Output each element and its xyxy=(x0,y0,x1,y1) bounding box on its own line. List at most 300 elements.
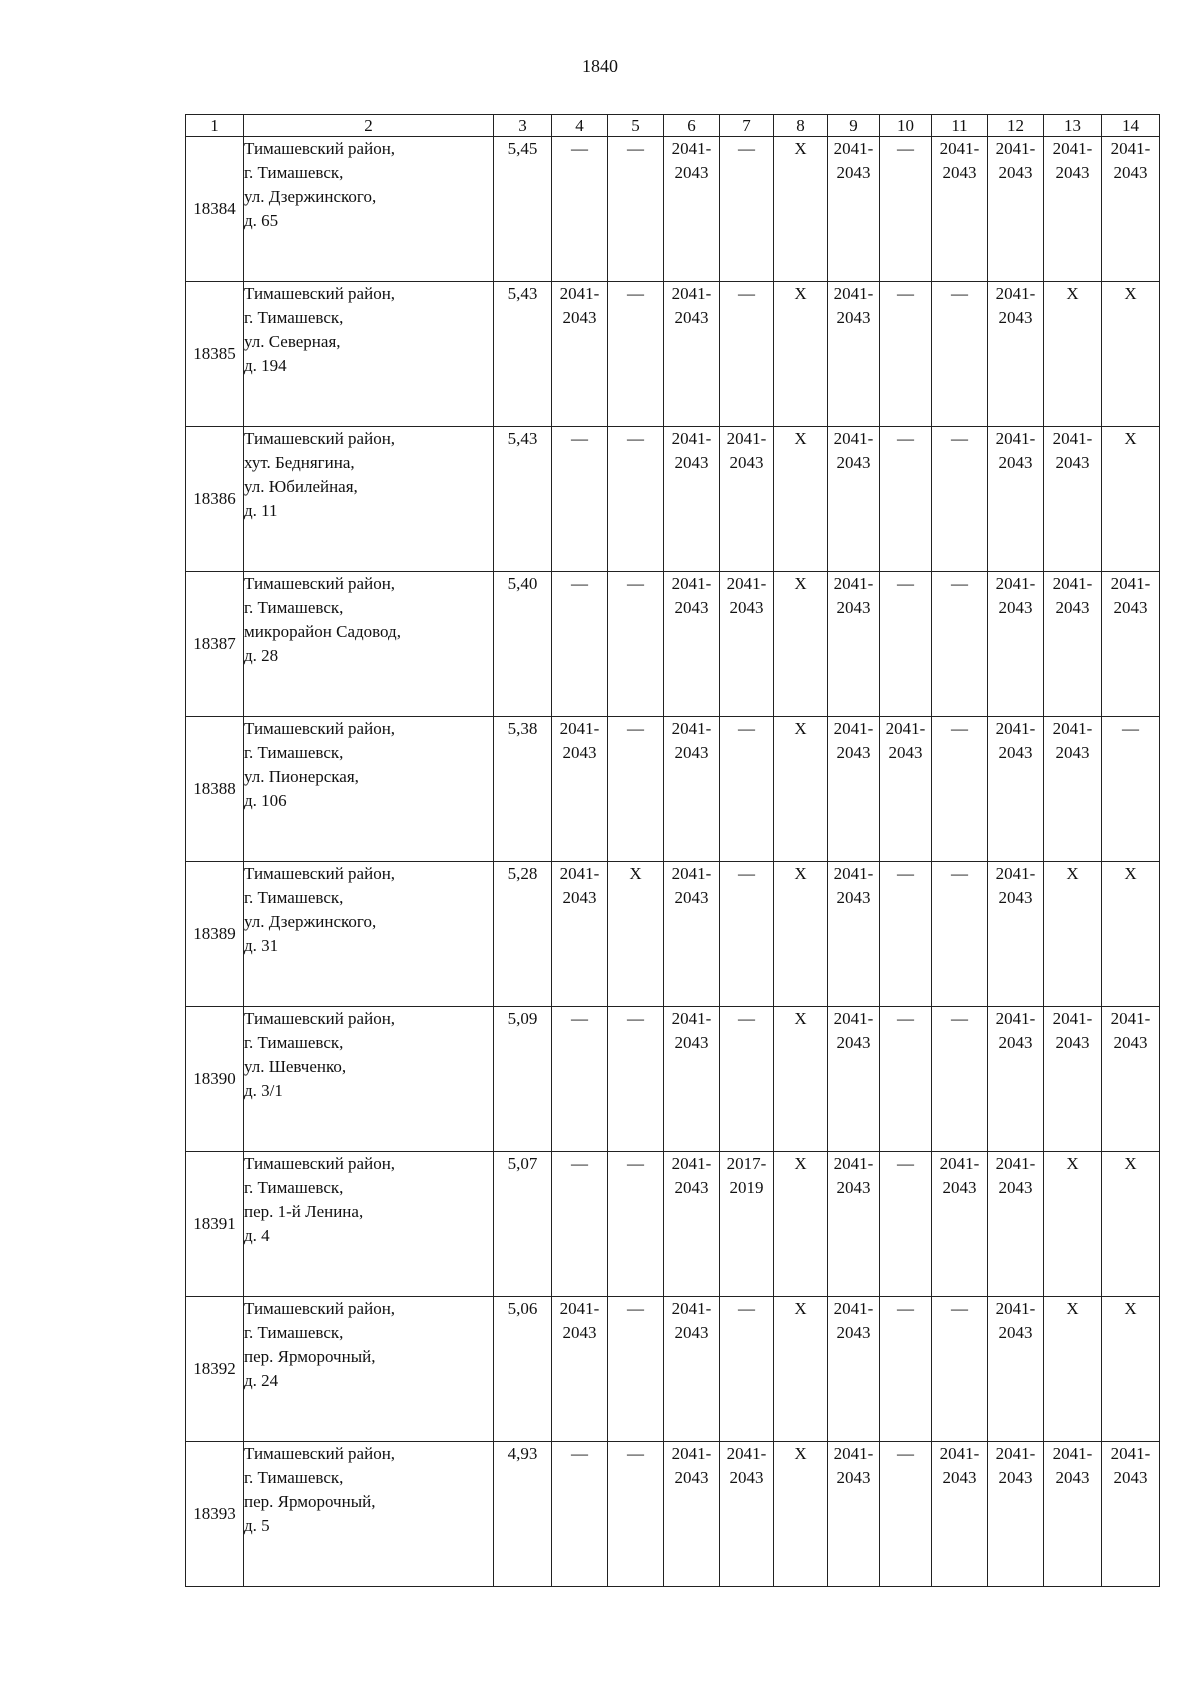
cell-line: — xyxy=(897,1444,914,1463)
cell-line: 2043 xyxy=(1055,163,1090,182)
cell-line: 2041- xyxy=(885,719,926,738)
period-cell-col-13 xyxy=(1044,282,1102,427)
cell-line: 2041- xyxy=(726,429,767,448)
address-line: пер. 1-й Ленина, xyxy=(244,1202,364,1221)
period-cell-col-12 xyxy=(988,137,1044,282)
cell-line: 2043 xyxy=(836,163,871,182)
cell-line: 2043 xyxy=(836,1323,871,1342)
table-row xyxy=(186,1152,1160,1297)
cell-line: 2043 xyxy=(729,1468,764,1487)
period-cell-col-4 xyxy=(552,1297,608,1442)
cell-line: 2041- xyxy=(995,574,1036,593)
cell-line: 2043 xyxy=(942,163,977,182)
cell-line: 2043 xyxy=(674,743,709,762)
cell-line: 2043 xyxy=(674,1033,709,1052)
register-table xyxy=(185,114,1160,1587)
cell-line: X xyxy=(1124,429,1137,448)
address-line: д. 5 xyxy=(244,1516,270,1535)
cell-line: 2043 xyxy=(836,1468,871,1487)
cell-line: — xyxy=(897,864,914,883)
period-cell-col-12 xyxy=(988,282,1044,427)
period-cell-col-7 xyxy=(720,427,774,572)
row-number: 18389 xyxy=(186,862,244,1007)
address-line: г. Тимашевск, xyxy=(244,1323,344,1342)
cell-line: 2041- xyxy=(1110,574,1151,593)
cell-line: 2041- xyxy=(995,284,1036,303)
table-row xyxy=(186,282,1160,427)
period-cell-col-8 xyxy=(774,1152,828,1297)
cell-line: 2043 xyxy=(998,1033,1033,1052)
period-cell-col-10 xyxy=(880,427,932,572)
cell-line: — xyxy=(627,1154,644,1173)
address-line: д. 3/1 xyxy=(244,1081,283,1100)
cell-line: 2041- xyxy=(559,284,600,303)
cell-line: X xyxy=(794,139,807,158)
row-number: 18388 xyxy=(186,717,244,862)
cell-line: 2043 xyxy=(674,163,709,182)
period-cell-col-13 xyxy=(1044,1152,1102,1297)
column-header-1: 1 xyxy=(186,115,244,137)
period-cell-col-11 xyxy=(932,137,988,282)
period-cell-col-7 xyxy=(720,1007,774,1152)
period-cell-col-4 xyxy=(552,717,608,862)
cell-line: X xyxy=(794,719,807,738)
cell-line: 2041- xyxy=(671,1299,712,1318)
table-row xyxy=(186,1007,1160,1152)
address-line: д. 106 xyxy=(244,791,287,810)
cell-line: — xyxy=(951,284,968,303)
cell-line: 2043 xyxy=(836,888,871,907)
cell-line: 2041- xyxy=(833,429,874,448)
row-number: 18385 xyxy=(186,282,244,427)
cell-line: X xyxy=(794,429,807,448)
cell-line: 2041- xyxy=(726,574,767,593)
period-cell-col-11 xyxy=(932,862,988,1007)
address-line: д. 4 xyxy=(244,1226,270,1245)
address-line: Тимашевский район, xyxy=(244,139,396,158)
cell-line: 2043 xyxy=(998,308,1033,327)
cell-line: — xyxy=(738,1299,755,1318)
address-line: микрорайон Садовод, xyxy=(244,622,401,641)
period-cell-col-12 xyxy=(988,1152,1044,1297)
cell-line: 2041- xyxy=(671,139,712,158)
cell-line: — xyxy=(897,574,914,593)
address-line: Тимашевский район, xyxy=(244,864,396,883)
cell-line: — xyxy=(571,429,588,448)
cell-line: — xyxy=(951,574,968,593)
cell-line: 2041- xyxy=(1110,1444,1151,1463)
column-header-3: 3 xyxy=(494,115,552,137)
table-row xyxy=(186,137,1160,282)
address-line: ул. Пионерская, xyxy=(244,767,359,786)
row-number: 18386 xyxy=(186,427,244,572)
cell-line: — xyxy=(897,1009,914,1028)
cell-line: 2041- xyxy=(995,139,1036,158)
period-cell-col-11 xyxy=(932,717,988,862)
column-header-8: 8 xyxy=(774,115,828,137)
period-cell-col-7 xyxy=(720,572,774,717)
cell-line: 2041- xyxy=(559,1299,600,1318)
period-cell-col-9 xyxy=(828,1007,880,1152)
cell-line: — xyxy=(627,284,644,303)
cell-line: 2041- xyxy=(995,429,1036,448)
cell-line: 2043 xyxy=(1113,598,1148,617)
table-row xyxy=(186,1297,1160,1442)
period-cell-col-12 xyxy=(988,1442,1044,1587)
period-cell-col-10 xyxy=(880,1007,932,1152)
period-cell-col-11 xyxy=(932,1007,988,1152)
column-header-14: 14 xyxy=(1102,115,1160,137)
period-cell-col-8 xyxy=(774,862,828,1007)
period-cell-col-6 xyxy=(664,1152,720,1297)
period-cell-col-14 xyxy=(1102,1152,1160,1297)
period-cell-col-6 xyxy=(664,282,720,427)
period-cell-col-13 xyxy=(1044,137,1102,282)
period-cell-col-4 xyxy=(552,1007,608,1152)
column-header-9: 9 xyxy=(828,115,880,137)
period-cell-col-4 xyxy=(552,1152,608,1297)
cell-line: 2043 xyxy=(942,1178,977,1197)
cell-line: 2041- xyxy=(833,284,874,303)
period-cell-col-10 xyxy=(880,1152,932,1297)
address-line: д. 65 xyxy=(244,211,279,230)
cell-line: 2041- xyxy=(671,1154,712,1173)
cell-line: X xyxy=(794,574,807,593)
area-value: 5,09 xyxy=(494,1007,552,1152)
address-cell xyxy=(244,137,494,282)
cell-line: 2043 xyxy=(998,888,1033,907)
period-cell-col-8 xyxy=(774,282,828,427)
cell-line: 2017- xyxy=(726,1154,767,1173)
cell-line: X xyxy=(1124,1299,1137,1318)
area-value: 5,28 xyxy=(494,862,552,1007)
period-cell-col-14 xyxy=(1102,572,1160,717)
cell-line: 2043 xyxy=(998,1323,1033,1342)
cell-line: — xyxy=(738,1009,755,1028)
table-row xyxy=(186,427,1160,572)
cell-line: X xyxy=(1066,1154,1079,1173)
period-cell-col-9 xyxy=(828,137,880,282)
address-cell xyxy=(244,572,494,717)
cell-line: 2041- xyxy=(671,719,712,738)
period-cell-col-9 xyxy=(828,1442,880,1587)
period-cell-col-7 xyxy=(720,1297,774,1442)
cell-line: 2041- xyxy=(833,574,874,593)
cell-line: — xyxy=(951,429,968,448)
column-header-7: 7 xyxy=(720,115,774,137)
period-cell-col-10 xyxy=(880,717,932,862)
row-number: 18390 xyxy=(186,1007,244,1152)
cell-line: — xyxy=(627,1444,644,1463)
address-line: д. 11 xyxy=(244,501,278,520)
cell-line: 2041- xyxy=(1052,1009,1093,1028)
period-cell-col-8 xyxy=(774,1442,828,1587)
cell-line: 2043 xyxy=(836,1178,871,1197)
cell-line: X xyxy=(1066,284,1079,303)
address-line: Тимашевский район, xyxy=(244,719,396,738)
cell-line: 2041- xyxy=(671,1009,712,1028)
column-header-10: 10 xyxy=(880,115,932,137)
row-number: 18391 xyxy=(186,1152,244,1297)
period-cell-col-5 xyxy=(608,862,664,1007)
cell-line: 2043 xyxy=(1055,1033,1090,1052)
period-cell-col-13 xyxy=(1044,1297,1102,1442)
cell-line: 2043 xyxy=(888,743,923,762)
period-cell-col-6 xyxy=(664,862,720,1007)
period-cell-col-11 xyxy=(932,427,988,572)
cell-line: 2041- xyxy=(671,574,712,593)
cell-line: — xyxy=(1122,719,1139,738)
period-cell-col-13 xyxy=(1044,572,1102,717)
cell-line: — xyxy=(627,574,644,593)
period-cell-col-6 xyxy=(664,717,720,862)
period-cell-col-10 xyxy=(880,572,932,717)
period-cell-col-6 xyxy=(664,427,720,572)
column-header-4: 4 xyxy=(552,115,608,137)
cell-line: — xyxy=(951,1299,968,1318)
period-cell-col-9 xyxy=(828,427,880,572)
cell-line: 2043 xyxy=(998,743,1033,762)
cell-line: 2041- xyxy=(833,139,874,158)
cell-line: — xyxy=(897,429,914,448)
period-cell-col-6 xyxy=(664,1297,720,1442)
period-cell-col-10 xyxy=(880,137,932,282)
cell-line: 2043 xyxy=(1055,1468,1090,1487)
cell-line: — xyxy=(738,139,755,158)
cell-line: — xyxy=(951,1009,968,1028)
column-header-11: 11 xyxy=(932,115,988,137)
cell-line: 2043 xyxy=(1113,1468,1148,1487)
period-cell-col-13 xyxy=(1044,1442,1102,1587)
cell-line: X xyxy=(794,1154,807,1173)
cell-line: X xyxy=(1066,864,1079,883)
period-cell-col-6 xyxy=(664,572,720,717)
cell-line: 2043 xyxy=(998,598,1033,617)
period-cell-col-7 xyxy=(720,137,774,282)
period-cell-col-13 xyxy=(1044,717,1102,862)
cell-line: 2041- xyxy=(833,719,874,738)
period-cell-col-11 xyxy=(932,1152,988,1297)
cell-line: 2041- xyxy=(1052,1444,1093,1463)
cell-line: — xyxy=(897,139,914,158)
period-cell-col-6 xyxy=(664,1007,720,1152)
row-number: 18384 xyxy=(186,137,244,282)
row-number: 18387 xyxy=(186,572,244,717)
area-value: 5,43 xyxy=(494,427,552,572)
cell-line: 2041- xyxy=(995,719,1036,738)
period-cell-col-4 xyxy=(552,1442,608,1587)
cell-line: 2043 xyxy=(729,598,764,617)
period-cell-col-7 xyxy=(720,717,774,862)
cell-line: 2041- xyxy=(995,1009,1036,1028)
period-cell-col-8 xyxy=(774,427,828,572)
cell-line: 2041- xyxy=(995,1444,1036,1463)
cell-line: — xyxy=(897,1154,914,1173)
address-cell xyxy=(244,1297,494,1442)
period-cell-col-9 xyxy=(828,1297,880,1442)
header-row xyxy=(186,115,1160,137)
address-line: д. 24 xyxy=(244,1371,279,1390)
cell-line: 2043 xyxy=(674,1468,709,1487)
cell-line: 2043 xyxy=(836,453,871,472)
cell-line: 2043 xyxy=(998,163,1033,182)
cell-line: 2041- xyxy=(833,1154,874,1173)
period-cell-col-5 xyxy=(608,427,664,572)
period-cell-col-5 xyxy=(608,572,664,717)
address-line: Тимашевский район, xyxy=(244,1299,396,1318)
address-line: хут. Беднягина, xyxy=(244,453,355,472)
address-line: пер. Ярморочный, xyxy=(244,1492,376,1511)
address-cell xyxy=(244,1442,494,1587)
cell-line: 2043 xyxy=(674,598,709,617)
period-cell-col-13 xyxy=(1044,427,1102,572)
cell-line: — xyxy=(738,284,755,303)
period-cell-col-7 xyxy=(720,862,774,1007)
cell-line: X xyxy=(1124,284,1137,303)
table-row xyxy=(186,862,1160,1007)
address-line: пер. Ярморочный, xyxy=(244,1347,376,1366)
period-cell-col-12 xyxy=(988,1007,1044,1152)
cell-line: 2043 xyxy=(562,888,597,907)
area-value: 4,93 xyxy=(494,1442,552,1587)
address-line: г. Тимашевск, xyxy=(244,598,344,617)
cell-line: 2041- xyxy=(1052,139,1093,158)
address-cell xyxy=(244,717,494,862)
cell-line: — xyxy=(897,1299,914,1318)
cell-line: — xyxy=(627,429,644,448)
period-cell-col-10 xyxy=(880,1297,932,1442)
cell-line: 2043 xyxy=(674,888,709,907)
period-cell-col-13 xyxy=(1044,862,1102,1007)
cell-line: X xyxy=(794,1444,807,1463)
cell-line: 2043 xyxy=(674,1323,709,1342)
table-row xyxy=(186,1442,1160,1587)
period-cell-col-9 xyxy=(828,717,880,862)
period-cell-col-9 xyxy=(828,282,880,427)
address-cell xyxy=(244,862,494,1007)
period-cell-col-4 xyxy=(552,862,608,1007)
cell-line: 2041- xyxy=(1052,429,1093,448)
cell-line: X xyxy=(794,1299,807,1318)
period-cell-col-5 xyxy=(608,717,664,862)
period-cell-col-14 xyxy=(1102,1442,1160,1587)
cell-line: — xyxy=(627,139,644,158)
area-value: 5,40 xyxy=(494,572,552,717)
period-cell-col-13 xyxy=(1044,1007,1102,1152)
cell-line: 2043 xyxy=(942,1468,977,1487)
address-line: ул. Дзержинского, xyxy=(244,912,377,931)
period-cell-col-14 xyxy=(1102,282,1160,427)
cell-line: 2041- xyxy=(1110,139,1151,158)
period-cell-col-5 xyxy=(608,1442,664,1587)
address-line: д. 28 xyxy=(244,646,279,665)
period-cell-col-14 xyxy=(1102,427,1160,572)
period-cell-col-7 xyxy=(720,282,774,427)
address-line: ул. Шевченко, xyxy=(244,1057,347,1076)
cell-line: 2041- xyxy=(939,1444,980,1463)
period-cell-col-8 xyxy=(774,1007,828,1152)
cell-line: 2043 xyxy=(836,598,871,617)
cell-line: 2041- xyxy=(833,864,874,883)
cell-line: — xyxy=(571,1154,588,1173)
period-cell-col-5 xyxy=(608,1007,664,1152)
cell-line: — xyxy=(627,1009,644,1028)
cell-line: X xyxy=(1124,864,1137,883)
cell-line: 2043 xyxy=(562,308,597,327)
cell-line: 2043 xyxy=(1113,163,1148,182)
address-line: г. Тимашевск, xyxy=(244,888,344,907)
cell-line: 2041- xyxy=(833,1444,874,1463)
address-line: г. Тимашевск, xyxy=(244,743,344,762)
cell-line: 2041- xyxy=(995,1299,1036,1318)
cell-line: 2041- xyxy=(1052,574,1093,593)
table-row xyxy=(186,572,1160,717)
cell-line: — xyxy=(951,719,968,738)
address-line: д. 194 xyxy=(244,356,287,375)
cell-line: X xyxy=(794,1009,807,1028)
address-line: г. Тимашевск, xyxy=(244,1468,344,1487)
address-line: г. Тимашевск, xyxy=(244,1033,344,1052)
address-line: Тимашевский район, xyxy=(244,429,396,448)
period-cell-col-12 xyxy=(988,1297,1044,1442)
period-cell-col-4 xyxy=(552,137,608,282)
period-cell-col-10 xyxy=(880,282,932,427)
period-cell-col-14 xyxy=(1102,862,1160,1007)
period-cell-col-7 xyxy=(720,1442,774,1587)
cell-line: — xyxy=(738,864,755,883)
period-cell-col-5 xyxy=(608,1297,664,1442)
cell-line: 2043 xyxy=(1055,743,1090,762)
period-cell-col-8 xyxy=(774,572,828,717)
period-cell-col-14 xyxy=(1102,1007,1160,1152)
cell-line: 2041- xyxy=(995,864,1036,883)
period-cell-col-12 xyxy=(988,427,1044,572)
cell-line: — xyxy=(897,284,914,303)
period-cell-col-10 xyxy=(880,862,932,1007)
cell-line: 2041- xyxy=(671,429,712,448)
cell-line: 2043 xyxy=(1055,453,1090,472)
cell-line: 2043 xyxy=(674,1178,709,1197)
cell-line: X xyxy=(1124,1154,1137,1173)
cell-line: — xyxy=(571,1444,588,1463)
period-cell-col-11 xyxy=(932,1442,988,1587)
address-line: ул. Северная, xyxy=(244,332,341,351)
cell-line: 2041- xyxy=(1110,1009,1151,1028)
cell-line: 2043 xyxy=(1055,598,1090,617)
cell-line: 2043 xyxy=(562,743,597,762)
address-line: ул. Дзержинского, xyxy=(244,187,377,206)
address-cell xyxy=(244,1152,494,1297)
address-line: Тимашевский район, xyxy=(244,284,396,303)
cell-line: 2041- xyxy=(726,1444,767,1463)
address-line: ул. Юбилейная, xyxy=(244,477,358,496)
period-cell-col-11 xyxy=(932,572,988,717)
cell-line: 2041- xyxy=(1052,719,1093,738)
cell-line: 2043 xyxy=(674,308,709,327)
period-cell-col-5 xyxy=(608,137,664,282)
period-cell-col-4 xyxy=(552,427,608,572)
address-line: д. 31 xyxy=(244,936,279,955)
cell-line: 2043 xyxy=(998,1178,1033,1197)
cell-line: — xyxy=(951,864,968,883)
period-cell-col-14 xyxy=(1102,1297,1160,1442)
column-header-5: 5 xyxy=(608,115,664,137)
table-body xyxy=(186,137,1160,1587)
period-cell-col-11 xyxy=(932,1297,988,1442)
cell-line: 2043 xyxy=(836,743,871,762)
address-cell xyxy=(244,1007,494,1152)
address-line: Тимашевский район, xyxy=(244,1444,396,1463)
